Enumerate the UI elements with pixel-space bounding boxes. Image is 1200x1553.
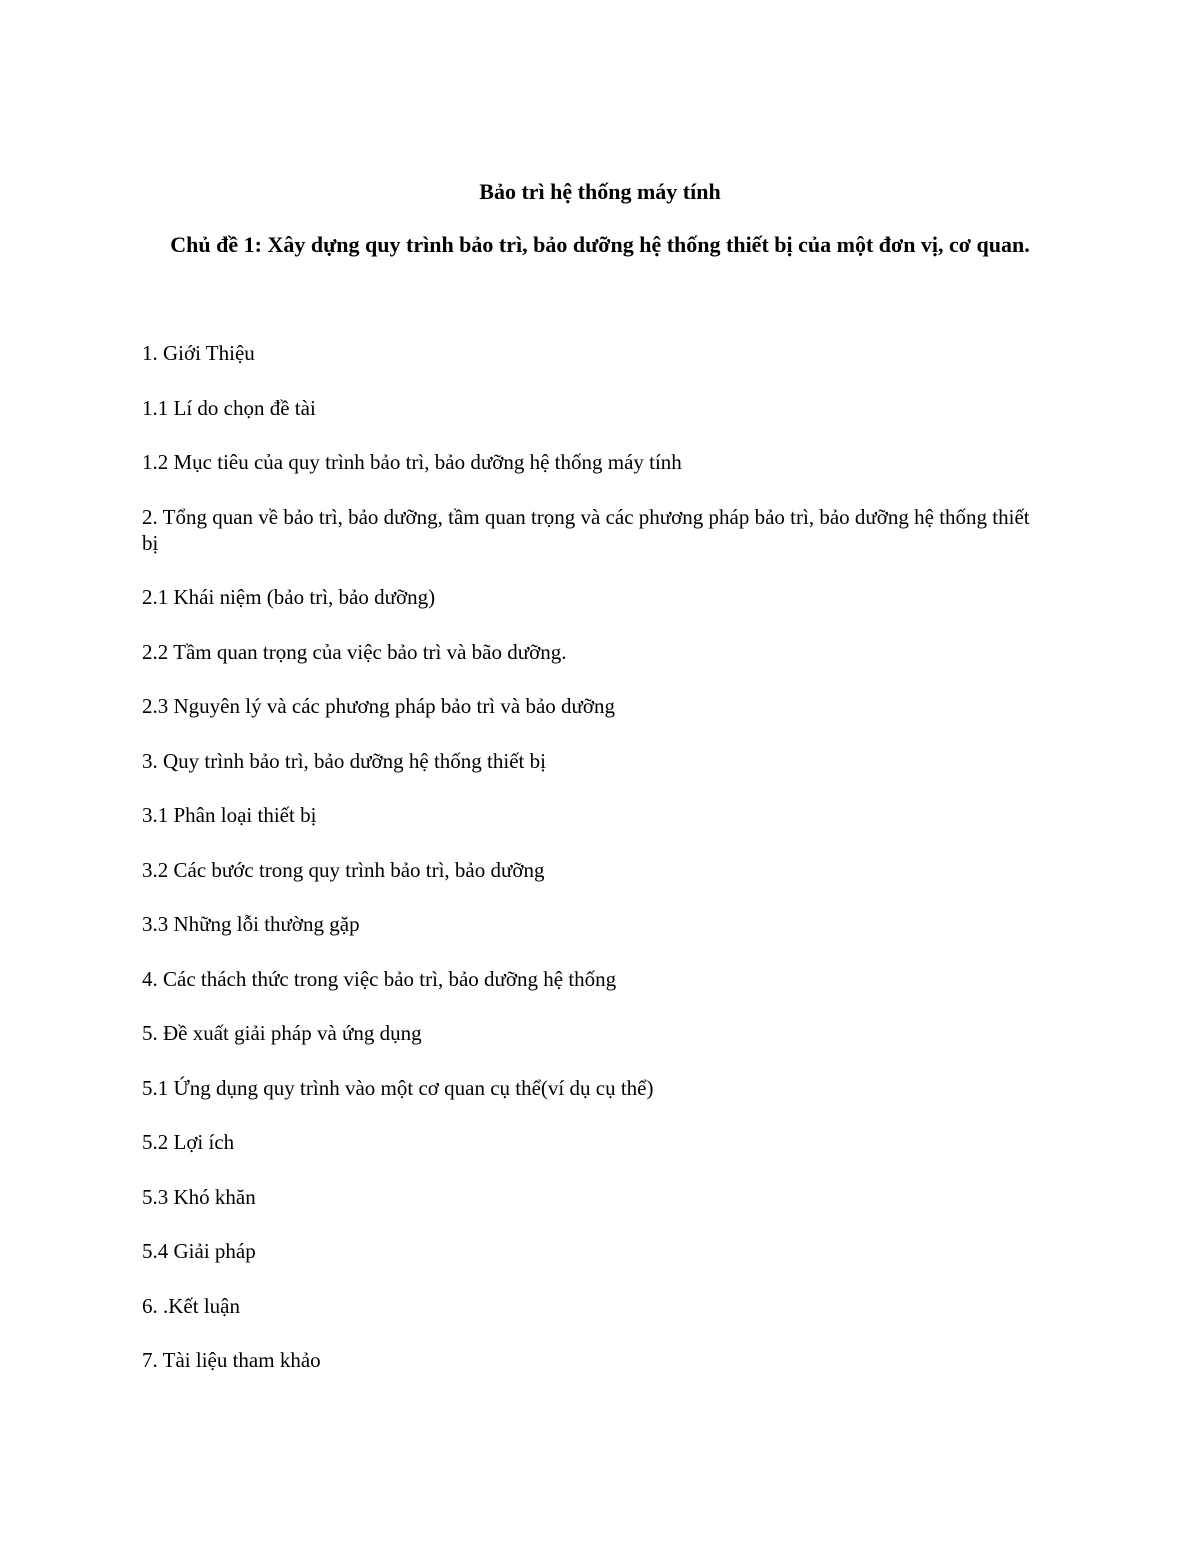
toc-item: 3.3 Những lỗi thường gặp (142, 912, 360, 936)
table-of-contents (142, 340, 1042, 1402)
toc-item: 3. Quy trình bảo trì, bảo dưỡng hệ thống thiết bị (142, 748, 546, 773)
toc-item: 2. Tổng quan về bảo trì, bảo dưỡng, tầm quan trọng và các phương pháp bảo trì, bảo dưỡng hệ thống thiết bị (142, 504, 1030, 555)
toc-item: 5.1 Ứng dụng quy trình vào một cơ quan cụ thể(ví dụ cụ thể) (142, 1075, 654, 1100)
toc-item: 1.1 Lí do chọn đề tài (142, 395, 316, 420)
toc-item: 5. Đề xuất giải pháp và ứng dụng (142, 1021, 422, 1045)
toc-item: 5.3 Khó khăn (142, 1184, 256, 1209)
toc-item: 2.2 Tầm quan trọng của việc bảo trì và bão dưỡng. (142, 639, 567, 664)
toc-item: 5.2 Lợi ích (142, 1130, 235, 1154)
toc-item: 2.1 Khái niệm (bảo trì, bảo dưỡng) (142, 585, 436, 609)
document-title: Bảo trì hệ thống máy tính (479, 179, 721, 204)
toc-item: 3.1 Phân loại thiết bị (142, 803, 317, 827)
toc-item: 2.3 Nguyên lý và các phương pháp bảo trì và bảo dưỡng (142, 694, 616, 718)
toc-item: 4. Các thách thức trong việc bảo trì, bảo dưỡng hệ thống (142, 966, 617, 991)
document-subtitle: Chủ đề 1: Xây dựng quy trình bảo trì, bảo dưỡng hệ thống thiết bị của một đơn vị, cơ quan. (170, 232, 1030, 257)
toc-item: 6. .Kết luận (142, 1293, 240, 1318)
toc-item: 7. Tài liệu tham khảo (142, 1348, 321, 1372)
toc-item: 1. Giới Thiệu (142, 341, 255, 365)
toc-item: 3.2 Các bước trong quy trình bảo trì, bảo dưỡng (142, 857, 545, 882)
toc-item: 1.2 Mục tiêu của quy trình bảo trì, bảo dưỡng hệ thống máy tính (142, 450, 682, 474)
toc-item: 5.4 Giải pháp (142, 1239, 256, 1263)
